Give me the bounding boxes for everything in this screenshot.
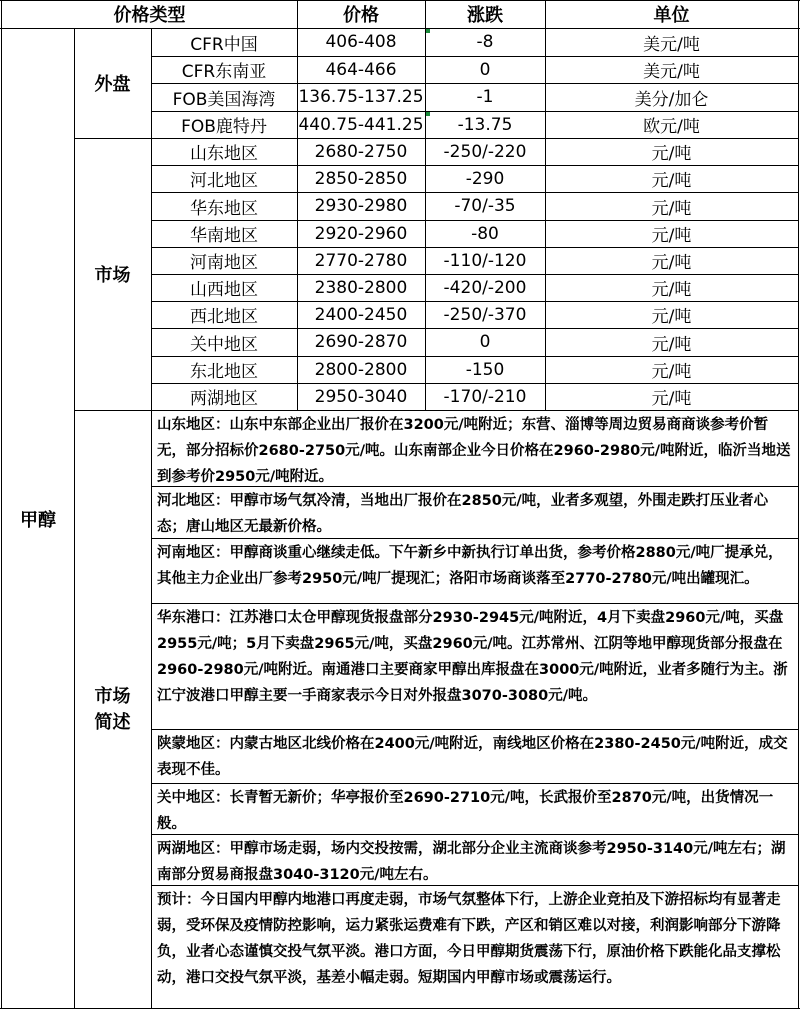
- row-price: 406-408: [325, 32, 397, 52]
- row-name: FOB美国海湾: [172, 89, 276, 110]
- summary-hubei-hunan: 两湖地区：甲醇市场走弱，场内交投按需，湖北部分企业主流商谈参考2950-3140元/吨左右；湖南部分贸易商报盘3040-3120元/吨左右。: [157, 841, 786, 883]
- border: [74, 28, 75, 1009]
- border: [74, 138, 799, 139]
- row-unit: 欧元/吨: [643, 117, 700, 137]
- border: [151, 301, 799, 302]
- header-change: 涨跌: [467, 5, 503, 26]
- border: [151, 56, 799, 57]
- summary-hebei: 河北地区：甲醇市场气氛冷清，当地出厂报价在2850元/吨，业者多观望，外围走跌打压业者心态；唐山地区无最新价格。: [157, 493, 769, 535]
- row-change: 0: [479, 59, 491, 80]
- row-name: CFR中国: [190, 34, 258, 55]
- summary-shaanxi-mongolia: 陕蒙地区：内蒙古地区北线价格在2400元/吨附近，南线地区价格在2380-2450元/吨附近，成交表现不佳。: [157, 736, 788, 778]
- row-price: 2930-2980: [314, 196, 408, 216]
- summary-label-line1: 市场: [94, 685, 131, 707]
- row-price: 2850-2850: [314, 168, 408, 189]
- border: [151, 165, 799, 166]
- product-name: 甲醇: [20, 509, 56, 531]
- header-unit: 单位: [653, 5, 690, 26]
- row-change: -250/-370: [443, 304, 527, 325]
- border: [151, 783, 799, 784]
- section-external: 外盘: [94, 74, 131, 95]
- row-price: 464-466: [325, 59, 397, 80]
- row-name: 华东地区: [190, 198, 258, 219]
- cell-marker: [426, 29, 430, 33]
- row-price: 2800-2800: [314, 359, 408, 380]
- row-change: -250/-220: [443, 141, 527, 162]
- row-price: 2690-2870: [314, 332, 408, 352]
- row-change: 0: [479, 332, 491, 352]
- row-name: CFR东南亚: [181, 62, 267, 82]
- border: [151, 383, 799, 384]
- border: [297, 0, 298, 410]
- row-name: 东北地区: [190, 362, 258, 382]
- row-name: 河南地区: [190, 253, 258, 273]
- row-change: -170/-210: [443, 386, 527, 407]
- row-unit: 美元/吨: [643, 34, 700, 55]
- row-unit: 元/吨: [651, 334, 692, 355]
- row-change: -70/-35: [454, 196, 516, 216]
- summary-guanzhong: 关中地区：长青暂无新价；华亭报价至2690-2710元/吨，长武报价至2870元/吨，出货情况一般。: [157, 790, 774, 832]
- row-change: -8: [476, 32, 494, 52]
- border: [151, 192, 799, 193]
- border: [425, 0, 426, 410]
- row-unit: 美分/加仑: [634, 89, 709, 110]
- border: [151, 729, 799, 730]
- border: [151, 328, 799, 329]
- row-name: FOB鹿特丹: [181, 117, 267, 137]
- summary-east-port: 华东港口：江苏港口太仓甲醇现货报盘部分2930-2945元/吨附近，4月下卖盘2960元/吨，买盘2955元/吨；5月下卖盘2965元/吨，买盘2960元/吨。江苏常州、江阴等地甲醇现货部分报盘在2960-2980元/吨附近。南通港口主要商家甲醇出库报盘在3000元/吨附近，业者多随行为主。浙江宁波港口甲醇主要一手商家表示今日对外报盘3070-3080元/吨。: [157, 610, 788, 704]
- row-price: 2380-2800: [314, 277, 408, 298]
- row-change: -420/-200: [443, 277, 527, 298]
- summary-henan: 河南地区：甲醇商谈重心继续走低。下午新乡中新执行订单出货，参考价格2880元/吨厂提承兑，其他主力企业出厂参考2950元/吨厂提现汇；洛阳市场商谈落至2770-2780元/吨出罐现汇。: [157, 545, 783, 587]
- row-unit: 元/吨: [651, 198, 692, 219]
- border: [151, 220, 799, 221]
- row-unit: 元/吨: [651, 253, 692, 273]
- row-change: -150: [465, 359, 505, 380]
- row-price: 2950-3040: [314, 386, 408, 407]
- row-price: 440.75-441.25: [298, 114, 424, 135]
- row-price: 136.75-137.25: [298, 87, 424, 107]
- border: [1, 0, 2, 1009]
- border: [151, 247, 799, 248]
- row-unit: 元/吨: [651, 307, 692, 327]
- row-unit: 美元/吨: [643, 62, 700, 82]
- row-name: 关中地区: [190, 334, 258, 355]
- border: [151, 486, 799, 487]
- section-market: 市场: [94, 265, 131, 286]
- row-change: -110/-120: [443, 250, 527, 271]
- summary-forecast: 预计：今日国内甲醇内地港口再度走弱，市场气氛整体下行，上游企业竞拍及下游招标均有显著走弱，受环保及疫情防控影响，运力紧张运费难有下跌，产区和销区难以对接，利润影响部分下游降负，业者心态谨慎交投气氛平淡。港口方面，今日甲醇期货震荡下行，原油价格下跌能化品支撑松动，港口交投气氛平淡，基差小幅走弱。短期国内甲醇市场或震荡运行。: [157, 892, 781, 986]
- row-name: 山西地区: [190, 280, 258, 300]
- row-price: 2920-2960: [314, 223, 408, 244]
- row-name: 西北地区: [190, 307, 258, 327]
- header-price: 价格: [343, 5, 379, 26]
- summary-shandong: 山东地区：山东中东部企业出厂报价在3200元/吨附近；东营、淄博等周边贸易商商谈参考价暂无，部分招标价2680-2750元/吨。山东南部企业今日价格在2960-2980元/吨附近，临沂当地送到参考价2950元/吨附近。: [157, 417, 791, 485]
- border: [151, 603, 799, 604]
- border: [151, 111, 799, 112]
- row-change: -290: [465, 168, 505, 189]
- border: [151, 83, 799, 84]
- row-name: 河北地区: [190, 171, 258, 191]
- row-change: -1: [476, 87, 494, 107]
- row-unit: 元/吨: [651, 226, 692, 246]
- row-change: -13.75: [457, 114, 513, 135]
- border: [151, 885, 799, 886]
- row-name: 山东地区: [190, 144, 258, 164]
- summary-label-line2: 简述: [94, 711, 131, 733]
- row-price: 2680-2750: [314, 141, 408, 162]
- row-price: 2400-2450: [314, 304, 408, 325]
- row-unit: 元/吨: [651, 171, 692, 191]
- border: [74, 410, 799, 411]
- cell-marker: [426, 112, 430, 116]
- border: [0, 28, 800, 29]
- row-unit: 元/吨: [651, 362, 692, 382]
- row-unit: 元/吨: [651, 144, 692, 164]
- section-summary: [74, 410, 151, 1009]
- border: [151, 538, 799, 539]
- row-name: 华南地区: [190, 226, 258, 246]
- border: [0, 0, 800, 1]
- border: [151, 356, 799, 357]
- row-change: -80: [471, 223, 499, 244]
- border: [151, 834, 799, 835]
- row-price: 2770-2780: [314, 250, 408, 271]
- row-name: 两湖地区: [190, 389, 258, 409]
- border: [545, 0, 546, 410]
- border: [798, 0, 799, 1009]
- border: [151, 28, 152, 1009]
- row-unit: 元/吨: [651, 280, 692, 300]
- border: [151, 274, 799, 275]
- header-type: 价格类型: [113, 5, 186, 26]
- row-unit: 元/吨: [651, 389, 692, 409]
